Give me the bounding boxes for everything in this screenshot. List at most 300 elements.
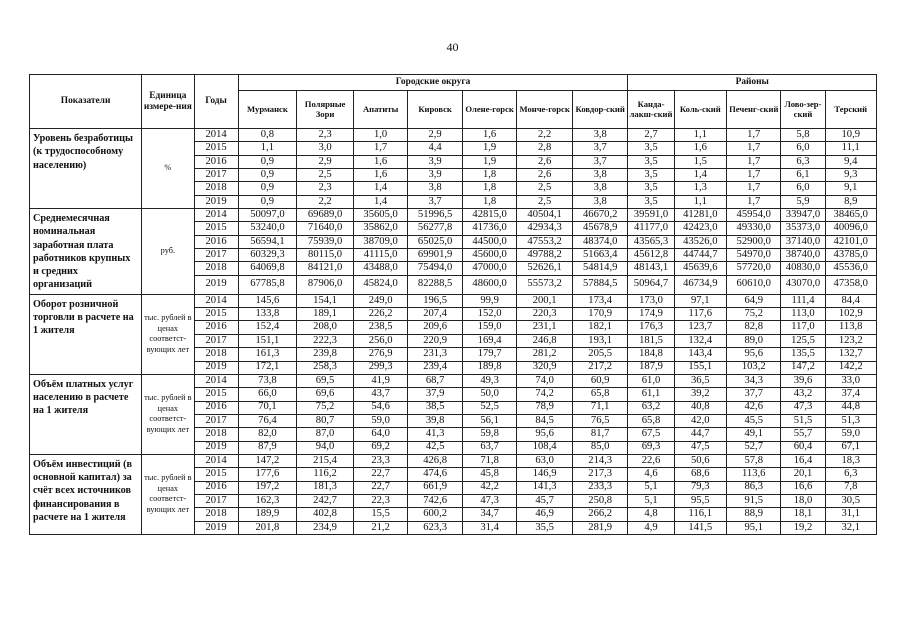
value-cell: 88,9 — [726, 508, 781, 521]
value-cell: 6,3 — [781, 155, 825, 168]
value-cell: 49,1 — [726, 428, 781, 441]
header-place: Апатиты — [353, 91, 408, 129]
value-cell: 217,3 — [572, 468, 628, 481]
value-cell: 84121,0 — [297, 262, 354, 275]
value-cell: 51996,5 — [408, 209, 463, 222]
value-cell: 69,5 — [297, 374, 354, 387]
value-cell: 9,1 — [825, 182, 877, 195]
value-cell: 132,7 — [825, 348, 877, 361]
table-row — [30, 129, 877, 142]
value-cell: 42101,0 — [825, 235, 877, 248]
value-cell: 52626,1 — [517, 262, 573, 275]
value-cell: 35,5 — [517, 521, 573, 534]
value-cell: 189,8 — [462, 361, 517, 374]
indicator-unit: тыс. рублей в ценах соответст-вующих лет — [142, 294, 194, 374]
value-cell: 176,3 — [628, 321, 674, 334]
indicator-name: Объём инвестиций (в основной капитал) за счёт всех источников финансирования в расчете на 1 жителя — [30, 454, 142, 534]
value-cell: 50964,7 — [628, 275, 674, 294]
value-cell: 59,0 — [353, 414, 408, 427]
value-cell: 239,4 — [408, 361, 463, 374]
value-cell: 5,9 — [781, 195, 825, 208]
year-cell: 2015 — [194, 222, 238, 235]
value-cell: 42934,3 — [517, 222, 573, 235]
indicator-unit: % — [142, 129, 194, 209]
value-cell: 1,7 — [726, 182, 781, 195]
value-cell: 742,6 — [408, 494, 463, 507]
value-cell: 220,9 — [408, 334, 463, 347]
value-cell: 217,2 — [572, 361, 628, 374]
value-cell: 1,5 — [674, 155, 726, 168]
value-cell: 46734,9 — [674, 275, 726, 294]
value-cell: 3,0 — [297, 142, 354, 155]
value-cell: 41,9 — [353, 374, 408, 387]
indicator-name: Объём платных услуг населению в расчете на 1 жителя — [30, 374, 142, 454]
value-cell: 22,6 — [628, 454, 674, 467]
value-cell: 135,5 — [781, 348, 825, 361]
value-cell: 45,5 — [726, 414, 781, 427]
value-cell: 86,3 — [726, 481, 781, 494]
value-cell: 82288,5 — [408, 275, 463, 294]
value-cell: 281,9 — [572, 521, 628, 534]
value-cell: 3,8 — [572, 129, 628, 142]
value-cell: 3,7 — [572, 155, 628, 168]
value-cell: 231,1 — [517, 321, 573, 334]
value-cell: 426,8 — [408, 454, 463, 467]
value-cell: 44,7 — [674, 428, 726, 441]
value-cell: 69,2 — [353, 441, 408, 454]
value-cell: 95,6 — [517, 428, 573, 441]
year-cell: 2017 — [194, 249, 238, 262]
value-cell: 193,1 — [572, 334, 628, 347]
value-cell: 45,8 — [462, 468, 517, 481]
value-cell: 1,6 — [462, 129, 517, 142]
value-cell: 8,9 — [825, 195, 877, 208]
value-cell: 38709,0 — [353, 235, 408, 248]
table-row — [30, 454, 877, 467]
value-cell: 37,4 — [825, 388, 877, 401]
indicator-unit: руб. — [142, 209, 194, 295]
value-cell: 20,1 — [781, 468, 825, 481]
value-cell: 69689,0 — [297, 209, 354, 222]
value-cell: 61,0 — [628, 374, 674, 387]
value-cell: 3,7 — [408, 195, 463, 208]
value-cell: 65,8 — [572, 388, 628, 401]
value-cell: 80115,0 — [297, 249, 354, 262]
value-cell: 95,5 — [674, 494, 726, 507]
value-cell: 208,0 — [297, 321, 354, 334]
value-cell: 5,1 — [628, 481, 674, 494]
year-cell: 2017 — [194, 169, 238, 182]
value-cell: 43565,3 — [628, 235, 674, 248]
value-cell: 51663,4 — [572, 249, 628, 262]
statistics-table — [29, 74, 877, 535]
value-cell: 49330,0 — [726, 222, 781, 235]
value-cell: 276,9 — [353, 348, 408, 361]
value-cell: 173,0 — [628, 294, 674, 307]
value-cell: 55,7 — [781, 428, 825, 441]
header-place: Коль-ский — [674, 91, 726, 129]
value-cell: 48143,1 — [628, 262, 674, 275]
value-cell: 169,4 — [462, 334, 517, 347]
value-cell: 49,3 — [462, 374, 517, 387]
year-cell: 2014 — [194, 129, 238, 142]
year-cell: 2017 — [194, 494, 238, 507]
value-cell: 99,9 — [462, 294, 517, 307]
value-cell: 2,5 — [517, 182, 573, 195]
value-cell: 56,1 — [462, 414, 517, 427]
value-cell: 63,7 — [462, 441, 517, 454]
value-cell: 3,5 — [628, 155, 674, 168]
value-cell: 52900,0 — [726, 235, 781, 248]
value-cell: 2,3 — [297, 182, 354, 195]
value-cell: 142,2 — [825, 361, 877, 374]
value-cell: 3,8 — [572, 182, 628, 195]
value-cell: 35373,0 — [781, 222, 825, 235]
value-cell: 64069,8 — [238, 262, 297, 275]
year-cell: 2015 — [194, 142, 238, 155]
table-row — [30, 294, 877, 307]
year-cell: 2017 — [194, 334, 238, 347]
year-cell: 2018 — [194, 508, 238, 521]
value-cell: 246,8 — [517, 334, 573, 347]
value-cell: 3,5 — [628, 142, 674, 155]
value-cell: 75,2 — [726, 308, 781, 321]
value-cell: 69,6 — [297, 388, 354, 401]
value-cell: 33947,0 — [781, 209, 825, 222]
value-cell: 249,0 — [353, 294, 408, 307]
value-cell: 102,9 — [825, 308, 877, 321]
value-cell: 18,1 — [781, 508, 825, 521]
value-cell: 1,8 — [462, 195, 517, 208]
value-cell: 22,7 — [353, 481, 408, 494]
value-cell: 69,3 — [628, 441, 674, 454]
value-cell: 30,5 — [825, 494, 877, 507]
value-cell: 87,9 — [238, 441, 297, 454]
page-number: 40 — [446, 40, 459, 54]
value-cell: 1,1 — [674, 195, 726, 208]
header-group-urban: Городские округа — [238, 75, 628, 91]
value-cell: 220,3 — [517, 308, 573, 321]
value-cell: 56594,1 — [238, 235, 297, 248]
value-cell: 22,3 — [353, 494, 408, 507]
value-cell: 2,5 — [517, 195, 573, 208]
value-cell: 238,5 — [353, 321, 408, 334]
value-cell: 43,7 — [353, 388, 408, 401]
value-cell: 123,2 — [825, 334, 877, 347]
value-cell: 57720,0 — [726, 262, 781, 275]
value-cell: 116,2 — [297, 468, 354, 481]
value-cell: 1,9 — [462, 142, 517, 155]
value-cell: 2,8 — [517, 142, 573, 155]
year-cell: 2019 — [194, 521, 238, 534]
value-cell: 174,9 — [628, 308, 674, 321]
value-cell: 2,6 — [517, 155, 573, 168]
value-cell: 63,2 — [628, 401, 674, 414]
value-cell: 95,6 — [726, 348, 781, 361]
value-cell: 69901,9 — [408, 249, 463, 262]
value-cell: 146,9 — [517, 468, 573, 481]
value-cell: 44,8 — [825, 401, 877, 414]
value-cell: 18,3 — [825, 454, 877, 467]
value-cell: 6,0 — [781, 182, 825, 195]
value-cell: 320,9 — [517, 361, 573, 374]
value-cell: 45,7 — [517, 494, 573, 507]
value-cell: 45954,0 — [726, 209, 781, 222]
value-cell: 71,8 — [462, 454, 517, 467]
value-cell: 189,9 — [238, 508, 297, 521]
value-cell: 161,3 — [238, 348, 297, 361]
value-cell: 73,8 — [238, 374, 297, 387]
year-cell: 2018 — [194, 348, 238, 361]
value-cell: 152,0 — [462, 308, 517, 321]
value-cell: 154,1 — [297, 294, 354, 307]
value-cell: 222,3 — [297, 334, 354, 347]
header-place: Лово-зер-ский — [781, 91, 825, 129]
value-cell: 64,9 — [726, 294, 781, 307]
value-cell: 3,7 — [572, 142, 628, 155]
value-cell: 34,3 — [726, 374, 781, 387]
value-cell: 31,1 — [825, 508, 877, 521]
value-cell: 2,3 — [297, 129, 354, 142]
value-cell: 474,6 — [408, 468, 463, 481]
value-cell: 52,5 — [462, 401, 517, 414]
value-cell: 82,0 — [238, 428, 297, 441]
value-cell: 81,7 — [572, 428, 628, 441]
value-cell: 196,5 — [408, 294, 463, 307]
value-cell: 22,7 — [353, 468, 408, 481]
table-row — [30, 209, 877, 222]
value-cell: 38,5 — [408, 401, 463, 414]
value-cell: 661,9 — [408, 481, 463, 494]
value-cell: 45536,0 — [825, 262, 877, 275]
value-cell: 258,3 — [297, 361, 354, 374]
value-cell: 45612,8 — [628, 249, 674, 262]
value-cell: 1,1 — [238, 142, 297, 155]
value-cell: 0,9 — [238, 195, 297, 208]
value-cell: 0,9 — [238, 169, 297, 182]
value-cell: 1,1 — [674, 129, 726, 142]
value-cell: 116,1 — [674, 508, 726, 521]
value-cell: 187,9 — [628, 361, 674, 374]
value-cell: 56277,8 — [408, 222, 463, 235]
value-cell: 47553,2 — [517, 235, 573, 248]
value-cell: 133,8 — [238, 308, 297, 321]
value-cell: 239,8 — [297, 348, 354, 361]
value-cell: 5,1 — [628, 494, 674, 507]
value-cell: 3,8 — [572, 195, 628, 208]
header-place: Канда-лакш-ский — [628, 91, 674, 129]
year-cell: 2019 — [194, 195, 238, 208]
year-cell: 2015 — [194, 468, 238, 481]
value-cell: 2,9 — [408, 129, 463, 142]
value-cell: 54,6 — [353, 401, 408, 414]
value-cell: 205,5 — [572, 348, 628, 361]
value-cell: 3,5 — [628, 182, 674, 195]
value-cell: 39,2 — [674, 388, 726, 401]
value-cell: 233,3 — [572, 481, 628, 494]
value-cell: 42815,0 — [462, 209, 517, 222]
value-cell: 1,4 — [674, 169, 726, 182]
value-cell: 46,9 — [517, 508, 573, 521]
value-cell: 47,3 — [462, 494, 517, 507]
value-cell: 111,4 — [781, 294, 825, 307]
indicator-name: Уровень безработицы (к трудоспособному населению) — [30, 129, 142, 209]
value-cell: 3,5 — [628, 169, 674, 182]
value-cell: 145,6 — [238, 294, 297, 307]
value-cell: 32,1 — [825, 521, 877, 534]
year-cell: 2018 — [194, 182, 238, 195]
value-cell: 1,9 — [462, 155, 517, 168]
value-cell: 159,0 — [462, 321, 517, 334]
indicator-unit: тыс. рублей в ценах соответст-вующих лет — [142, 374, 194, 454]
value-cell: 1,8 — [462, 169, 517, 182]
value-cell: 2,6 — [517, 169, 573, 182]
value-cell: 34,7 — [462, 508, 517, 521]
value-cell: 53240,0 — [238, 222, 297, 235]
value-cell: 60,4 — [781, 441, 825, 454]
value-cell: 44500,0 — [462, 235, 517, 248]
value-cell: 75939,0 — [297, 235, 354, 248]
value-cell: 1,4 — [353, 182, 408, 195]
value-cell: 256,0 — [353, 334, 408, 347]
year-cell: 2015 — [194, 388, 238, 401]
value-cell: 47,3 — [781, 401, 825, 414]
value-cell: 94,0 — [297, 441, 354, 454]
value-cell: 74,0 — [517, 374, 573, 387]
value-cell: 201,8 — [238, 521, 297, 534]
value-cell: 3,9 — [408, 169, 463, 182]
value-cell: 600,2 — [408, 508, 463, 521]
value-cell: 43070,0 — [781, 275, 825, 294]
value-cell: 38740,0 — [781, 249, 825, 262]
value-cell: 85,0 — [572, 441, 628, 454]
value-cell: 1,6 — [353, 169, 408, 182]
value-cell: 42423,0 — [674, 222, 726, 235]
value-cell: 5,8 — [781, 129, 825, 142]
value-cell: 1,7 — [726, 142, 781, 155]
value-cell: 4,8 — [628, 508, 674, 521]
value-cell: 78,9 — [517, 401, 573, 414]
value-cell: 281,2 — [517, 348, 573, 361]
value-cell: 19,2 — [781, 521, 825, 534]
value-cell: 50097,0 — [238, 209, 297, 222]
value-cell: 189,1 — [297, 308, 354, 321]
value-cell: 42,5 — [408, 441, 463, 454]
header-place: Ковдор-ский — [572, 91, 628, 129]
value-cell: 9,3 — [825, 169, 877, 182]
value-cell: 75494,0 — [408, 262, 463, 275]
year-cell: 2014 — [194, 454, 238, 467]
value-cell: 0,9 — [238, 155, 297, 168]
year-cell: 2018 — [194, 428, 238, 441]
value-cell: 47358,0 — [825, 275, 877, 294]
value-cell: 1,8 — [462, 182, 517, 195]
header-place: Олене-горск — [462, 91, 517, 129]
value-cell: 123,7 — [674, 321, 726, 334]
value-cell: 76,5 — [572, 414, 628, 427]
value-cell: 266,2 — [572, 508, 628, 521]
value-cell: 132,4 — [674, 334, 726, 347]
value-cell: 55573,2 — [517, 275, 573, 294]
value-cell: 37,9 — [408, 388, 463, 401]
value-cell: 151,1 — [238, 334, 297, 347]
value-cell: 11,1 — [825, 142, 877, 155]
value-cell: 91,5 — [726, 494, 781, 507]
value-cell: 40830,0 — [781, 262, 825, 275]
value-cell: 47000,0 — [462, 262, 517, 275]
value-cell: 43488,0 — [353, 262, 408, 275]
value-cell: 44744,7 — [674, 249, 726, 262]
value-cell: 141,5 — [674, 521, 726, 534]
value-cell: 177,6 — [238, 468, 297, 481]
value-cell: 54970,0 — [726, 249, 781, 262]
value-cell: 75,2 — [297, 401, 354, 414]
value-cell: 143,4 — [674, 348, 726, 361]
header-place: Кировск — [408, 91, 463, 129]
value-cell: 113,6 — [726, 468, 781, 481]
value-cell: 70,1 — [238, 401, 297, 414]
value-cell: 59,8 — [462, 428, 517, 441]
value-cell: 50,6 — [674, 454, 726, 467]
value-cell: 84,5 — [517, 414, 573, 427]
value-cell: 147,2 — [781, 361, 825, 374]
year-cell: 2016 — [194, 155, 238, 168]
value-cell: 4,4 — [408, 142, 463, 155]
value-cell: 6,1 — [781, 169, 825, 182]
value-cell: 61,1 — [628, 388, 674, 401]
value-cell: 23,3 — [353, 454, 408, 467]
value-cell: 182,1 — [572, 321, 628, 334]
value-cell: 60329,3 — [238, 249, 297, 262]
value-cell: 108,4 — [517, 441, 573, 454]
value-cell: 74,2 — [517, 388, 573, 401]
value-cell: 141,3 — [517, 481, 573, 494]
year-cell: 2014 — [194, 209, 238, 222]
value-cell: 117,6 — [674, 308, 726, 321]
value-cell: 1,7 — [726, 129, 781, 142]
value-cell: 15,5 — [353, 508, 408, 521]
header-place: Терский — [825, 91, 877, 129]
value-cell: 172,1 — [238, 361, 297, 374]
value-cell: 1,6 — [674, 142, 726, 155]
value-cell: 45600,0 — [462, 249, 517, 262]
value-cell: 299,3 — [353, 361, 408, 374]
value-cell: 162,3 — [238, 494, 297, 507]
value-cell: 3,8 — [572, 169, 628, 182]
value-cell: 37140,0 — [781, 235, 825, 248]
year-cell: 2019 — [194, 441, 238, 454]
value-cell: 1,6 — [353, 155, 408, 168]
year-cell: 2015 — [194, 308, 238, 321]
value-cell: 117,0 — [781, 321, 825, 334]
value-cell: 46670,2 — [572, 209, 628, 222]
value-cell: 170,9 — [572, 308, 628, 321]
value-cell: 226,2 — [353, 308, 408, 321]
year-cell: 2019 — [194, 361, 238, 374]
value-cell: 36,5 — [674, 374, 726, 387]
value-cell: 1,7 — [726, 169, 781, 182]
value-cell: 214,3 — [572, 454, 628, 467]
year-cell: 2018 — [194, 262, 238, 275]
value-cell: 1,0 — [353, 129, 408, 142]
value-cell: 39591,0 — [628, 209, 674, 222]
value-cell: 173,4 — [572, 294, 628, 307]
value-cell: 87906,0 — [297, 275, 354, 294]
value-cell: 209,6 — [408, 321, 463, 334]
value-cell: 59,0 — [825, 428, 877, 441]
value-cell: 39,6 — [781, 374, 825, 387]
value-cell: 51,5 — [781, 414, 825, 427]
